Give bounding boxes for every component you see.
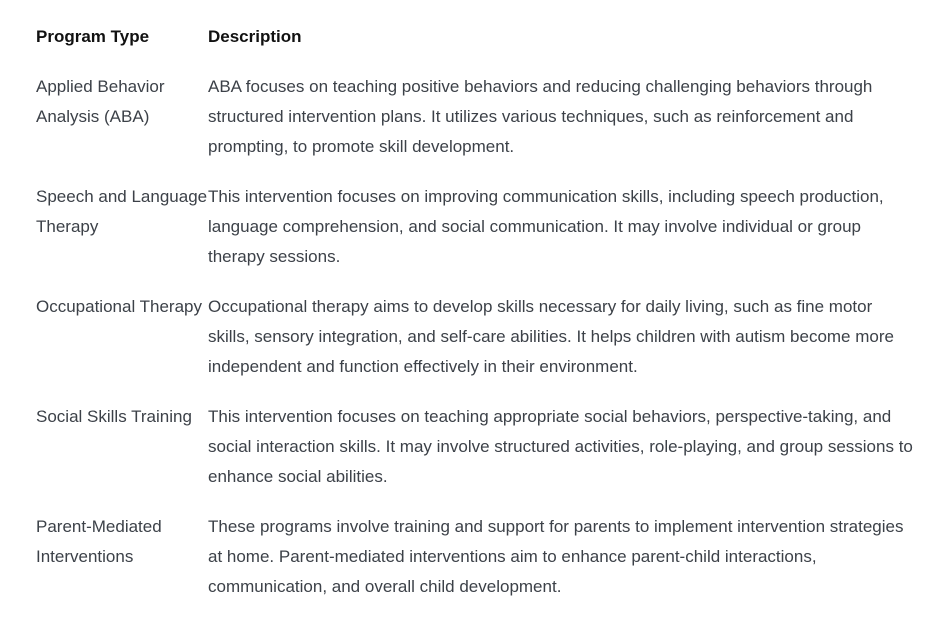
program-table [36, 22, 916, 622]
program-type-cell: Social Skills Training [36, 407, 192, 426]
program-type-cell: Speech and Language Therapy [36, 187, 208, 236]
description-cell: This intervention focuses on teaching appropriate social behaviors, perspective-taking, and social interaction skills. It may involve structured activities, role-playing, and group sessions to enhance social abilities. [208, 407, 913, 486]
table-row [36, 512, 916, 622]
header-program-type: Program Type [36, 27, 150, 46]
description-cell: This intervention focuses on improving communication skills, including speech production, language comprehension, and social communication. It may involve individual or group therapy sessions. [208, 187, 884, 266]
table-row [36, 292, 916, 402]
table-row [36, 402, 916, 512]
table-row [36, 182, 916, 292]
program-type-cell: Applied Behavior Analysis (ABA) [36, 77, 165, 126]
description-cell: Occupational therapy aims to develop skills necessary for daily living, such as fine motor skills, sensory integration, and self-care abilities. It helps children with autism become more independent and function effectively in their environment. [208, 297, 894, 376]
table-row [36, 72, 916, 182]
program-type-cell: Parent-Mediated Interventions [36, 517, 162, 566]
description-cell: ABA focuses on teaching positive behaviors and reducing challenging behaviors through structured intervention plans. It utilizes various techniques, such as reinforcement and prompting, to promote skill development. [208, 77, 873, 156]
program-type-cell: Occupational Therapy [36, 297, 203, 316]
description-cell: These programs involve training and support for parents to implement intervention strategies at home. Parent-mediated interventions aim to enhance parent-child interactions, communication, and overall child development. [208, 517, 904, 596]
table-header-row [36, 22, 916, 72]
header-description: Description [208, 27, 302, 46]
